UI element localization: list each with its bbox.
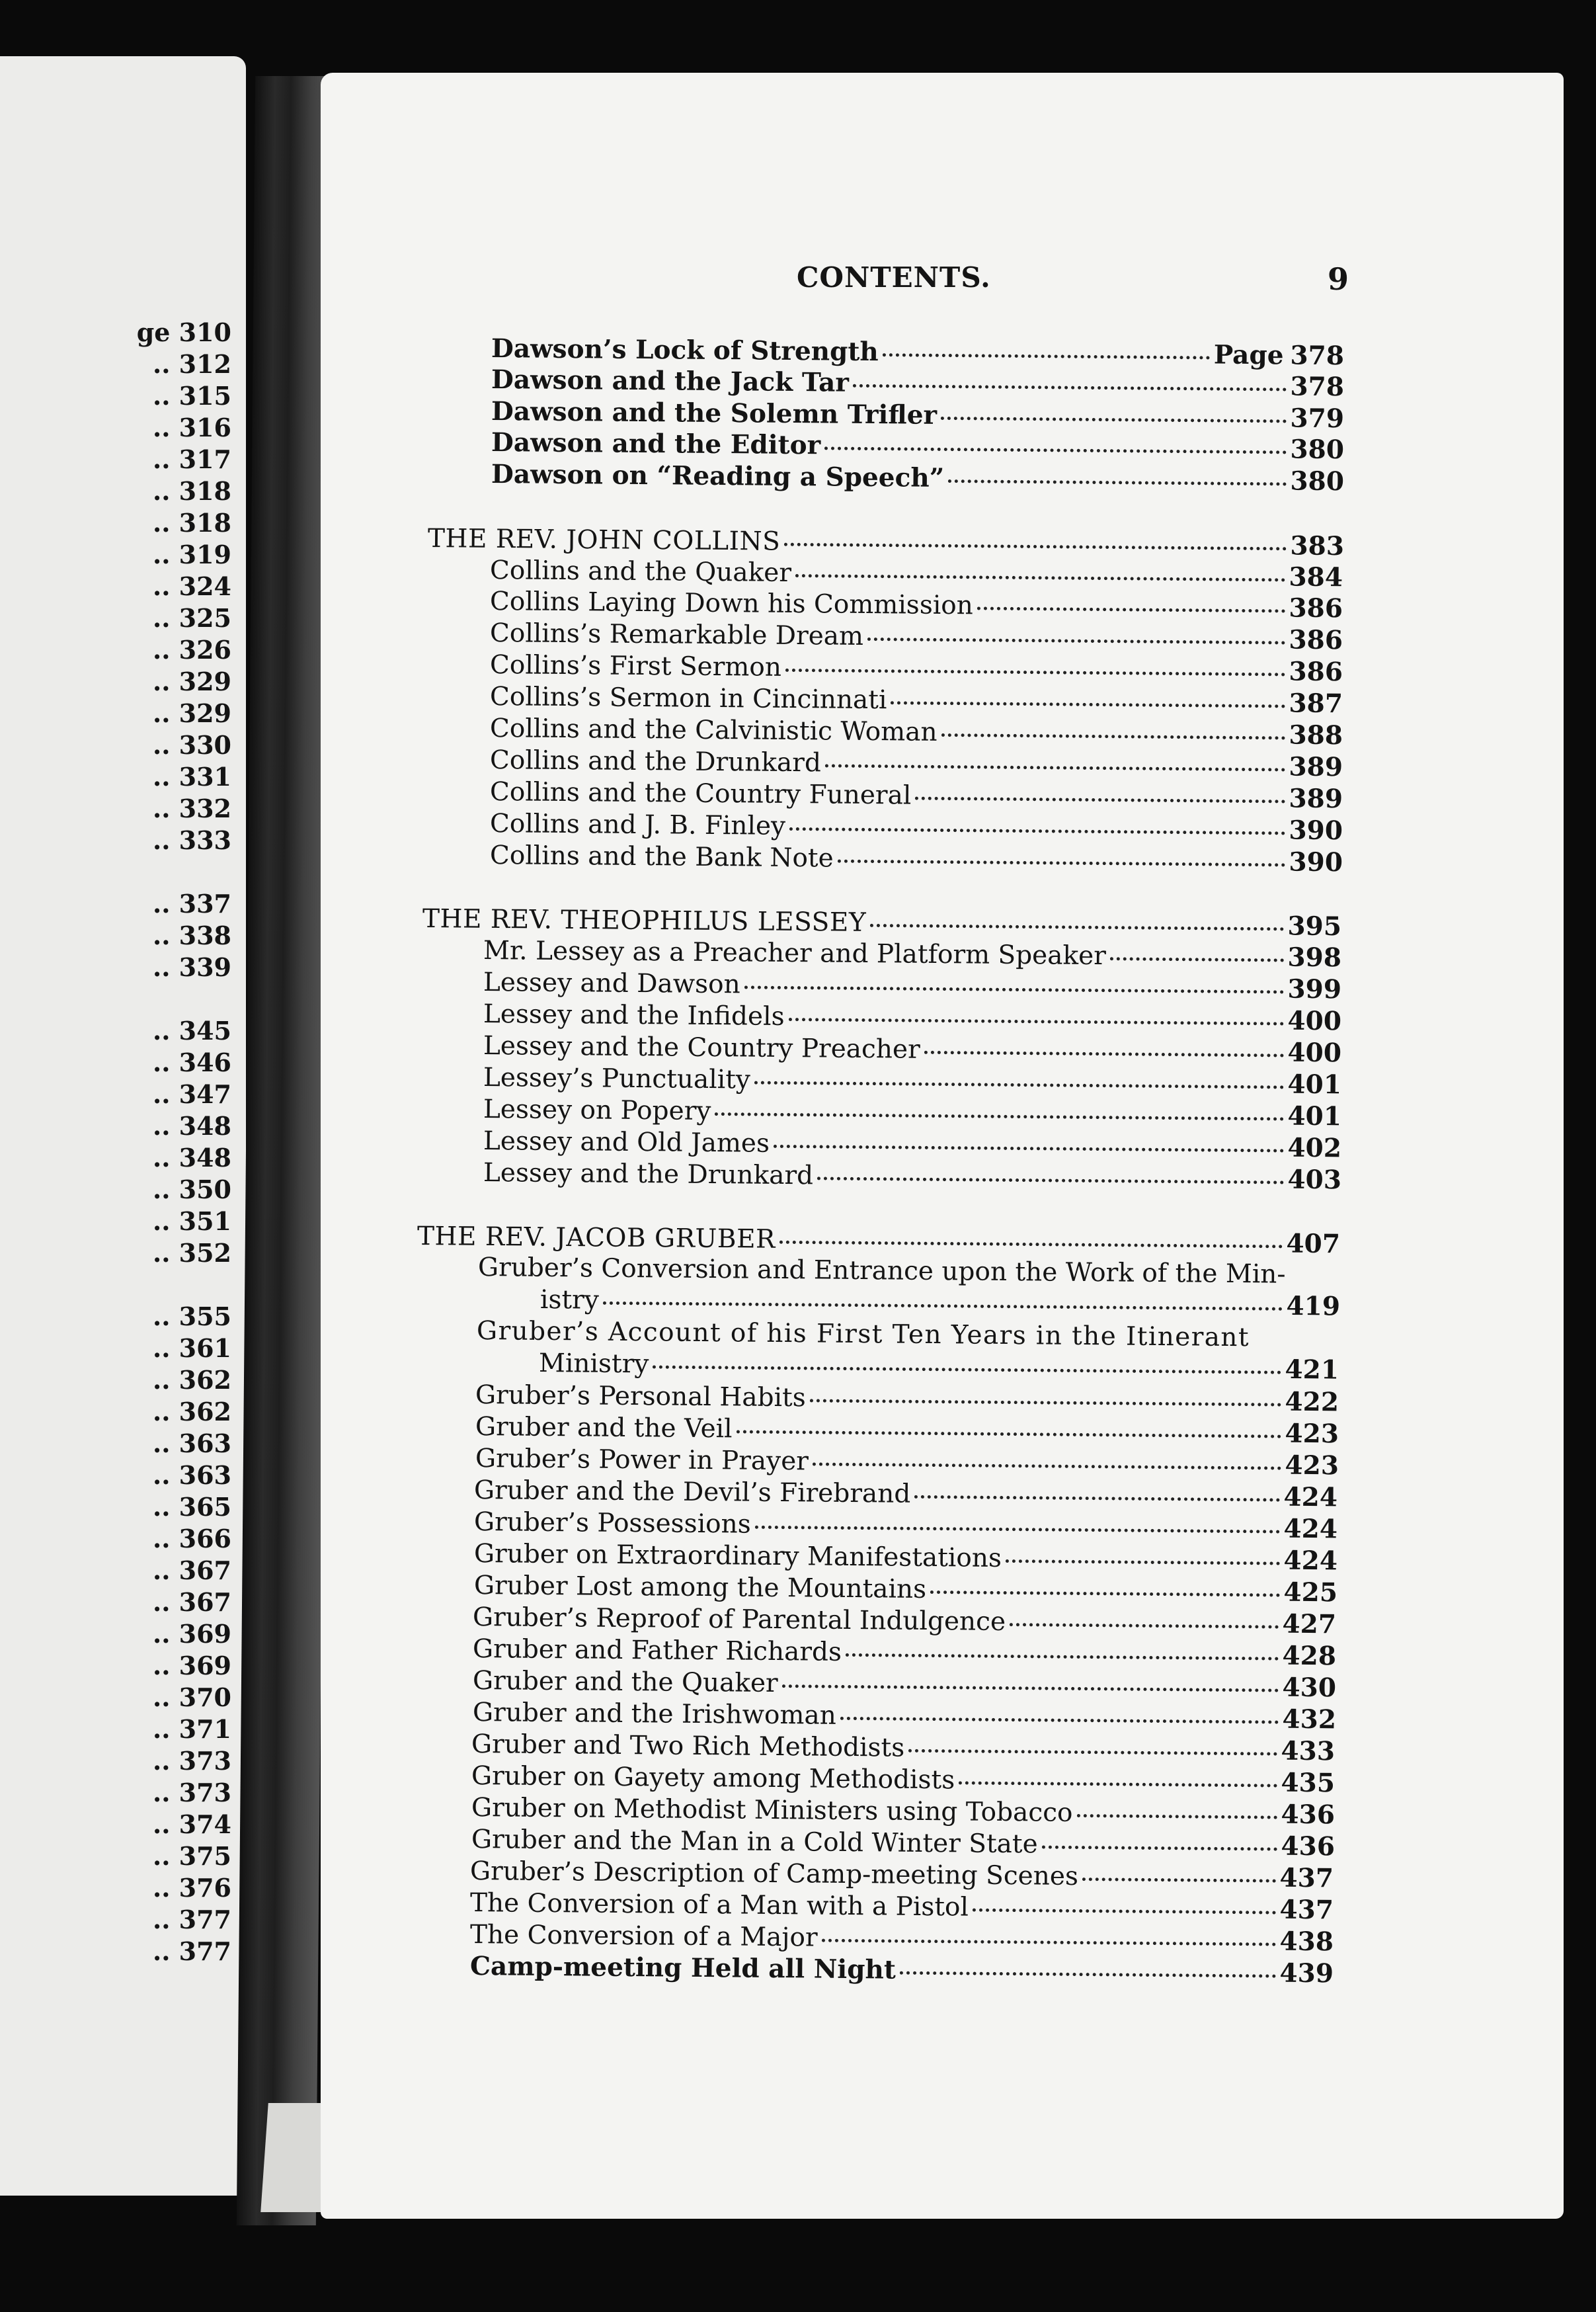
dot-leader: [782, 1684, 1279, 1692]
dot-leader: [817, 1177, 1283, 1184]
dot-leader: [1006, 1559, 1280, 1565]
dot-leader: [1076, 1814, 1277, 1819]
left-page-number: .. 373: [152, 1778, 231, 1807]
left-page-number: .. 367: [152, 1587, 231, 1617]
toc-entry-title: Gruber on Extraordinary Manifestations: [473, 1539, 1002, 1573]
toc-entry-title: Camp-meeting Held all Night: [469, 1951, 897, 1985]
left-page-number: .. 326: [152, 635, 231, 665]
toc-entry-page: 430: [1282, 1672, 1337, 1704]
dot-leader: [822, 1939, 1276, 1946]
left-page-number-value: 310: [179, 317, 231, 347]
left-page-number: .. 345: [152, 1016, 231, 1046]
dot-leader: [959, 1781, 1277, 1787]
dot-leader: [973, 1909, 1276, 1915]
left-page-number: .. 351: [152, 1206, 231, 1236]
toc-entry-page: 400: [1287, 1005, 1342, 1037]
toc-entry-page: 378: [1290, 371, 1345, 403]
toc-entry-title-cont: Ministry: [538, 1348, 649, 1380]
toc-entry-title: Collins’s First Sermon: [489, 650, 782, 682]
left-page-number: .. 377: [152, 1936, 231, 1966]
toc-entry-page: 424: [1283, 1481, 1338, 1513]
left-page-number: .. 319: [152, 540, 231, 569]
left-page: [0, 56, 246, 2196]
left-page-number: .. 318: [152, 508, 231, 538]
toc-entry-title: Collins and the Country Funeral: [489, 777, 912, 811]
section-page: 383: [1290, 530, 1345, 562]
toc-entry-title: Lessey and Dawson: [483, 968, 740, 1000]
page-title: CONTENTS.: [797, 261, 991, 294]
left-page-number: .. 338: [152, 921, 231, 950]
left-page-number: .. 361: [152, 1333, 231, 1363]
page-number: 9: [1328, 261, 1349, 297]
dot-leader: [948, 479, 1286, 485]
toc-entry-page: 423: [1285, 1418, 1339, 1450]
dot-leader: [846, 1653, 1279, 1661]
toc-entry-title: Dawson’s Lock of Strength: [491, 333, 879, 368]
toc-entry-title: Dawson and the Solemn Trifler: [491, 396, 938, 431]
toc-entry-page: 398: [1287, 942, 1342, 973]
toc-entry-title: Dawson on “Reading a Speech”: [491, 459, 945, 493]
dot-leader: [1110, 957, 1284, 962]
toc-entry-page: 380: [1290, 434, 1345, 466]
dot-leader: [785, 669, 1285, 677]
dot-leader: [825, 764, 1285, 771]
left-page-number: .. 318: [152, 476, 231, 506]
left-page-number: .. 316: [152, 413, 231, 442]
left-page-number: .. 369: [152, 1619, 231, 1649]
toc-entry-title: Gruber’s Possessions: [473, 1507, 751, 1540]
left-page-number: .. 337: [152, 889, 231, 919]
left-page-number: .. 376: [152, 1873, 231, 1903]
contents-page: [321, 73, 1564, 2219]
toc-entry: [490, 839, 1343, 879]
toc-entry-title: Gruber and the Devil’s Firebrand: [473, 1475, 911, 1509]
dot-leader: [941, 733, 1285, 740]
toc-entry-page: 384: [1289, 561, 1343, 593]
dot-leader: [715, 1112, 1283, 1121]
toc-entry-title: Gruber and Father Richards: [472, 1634, 842, 1667]
toc-entry-page: 421: [1285, 1354, 1339, 1385]
toc-entry-page: 380: [1290, 466, 1345, 497]
toc-entry-page: 435: [1281, 1767, 1336, 1799]
toc-entry-title: Collins Laying Down his Commission: [489, 587, 974, 621]
dot-leader: [977, 606, 1285, 612]
dot-leader: [930, 1590, 1279, 1597]
toc-entry-title: Dawson and the Jack Tar: [491, 364, 850, 398]
toc-entry-page: 438: [1279, 1926, 1334, 1958]
dot-leader: [784, 543, 1286, 551]
section-title: THE REV. THEOPHILUS LESSEY: [422, 904, 867, 938]
toc-entry-title: Lessey and Old James: [483, 1126, 770, 1159]
dot-leader: [744, 985, 1284, 993]
left-page-number: .. 346: [152, 1048, 231, 1077]
section-title: THE REV. JACOB GRUBER: [417, 1221, 776, 1255]
dot-leader: [883, 353, 1210, 359]
toc-entry-title: Mr. Lessey as a Preacher and Platform Speaker: [483, 936, 1107, 971]
toc-entry: [483, 1157, 1341, 1196]
left-page-number: .. 332: [152, 794, 231, 823]
left-page-number: .. 371: [152, 1714, 231, 1744]
left-page-number: .. 329: [152, 667, 231, 696]
toc-entry-page: 424: [1283, 1545, 1338, 1577]
toc-entry-title: Collins and the Bank Note: [489, 841, 834, 874]
left-page-number: .. 355: [152, 1301, 231, 1331]
left-page-number: .. 363: [152, 1428, 231, 1458]
dot-leader: [915, 797, 1285, 804]
toc-entry-page: 439: [1279, 1958, 1334, 1989]
left-page-number: .. 348: [152, 1143, 231, 1173]
left-page-number: .. 347: [152, 1079, 231, 1109]
toc-entry-page: 437: [1279, 1862, 1334, 1894]
toc-entry: [470, 1950, 1334, 1989]
toc-entry-page: 422: [1285, 1386, 1339, 1418]
toc-entry-title: Gruber on Gayety among Methodists: [471, 1761, 955, 1796]
dot-leader: [908, 1749, 1277, 1756]
left-page-number: .. 330: [152, 730, 231, 760]
toc-entry-page: 399: [1287, 973, 1342, 1005]
left-page-number: .. 312: [152, 349, 231, 379]
toc-entry-title: Lessey and the Drunkard: [483, 1158, 814, 1191]
toc-entry-title: Gruber on Methodist Ministers using Tobacco: [471, 1793, 1073, 1828]
toc-entry-title: The Conversion of a Man with a Pistol: [469, 1888, 969, 1922]
left-page-number: .. 362: [152, 1397, 231, 1426]
left-page-number: .. 367: [152, 1555, 231, 1585]
left-page-number: .. 375: [152, 1841, 231, 1871]
left-page-number: [112, 317, 231, 348]
toc-entry-title: Lessey and the Infidels: [483, 999, 785, 1032]
dot-leader: [838, 860, 1285, 867]
left-page-number: .. 363: [152, 1460, 231, 1490]
dot-leader: [789, 827, 1285, 835]
dot-leader: [1010, 1623, 1278, 1629]
dot-leader: [840, 1717, 1279, 1724]
toc-entry-page: 388: [1289, 720, 1343, 751]
toc-entry-page: 386: [1289, 593, 1343, 624]
toc-entry-title: The Conversion of a Major: [469, 1920, 818, 1953]
left-page-number: .. 331: [152, 762, 231, 792]
dot-leader: [1082, 1878, 1276, 1883]
left-page-number: .. 377: [152, 1905, 231, 1934]
toc-entry-title: Collins’s Remarkable Dream: [489, 618, 864, 651]
toc-entry-page: 437: [1279, 1894, 1334, 1926]
toc-entry-title: Collins’s Sermon in Cincinnati: [489, 682, 887, 716]
toc-entry-page: 387: [1289, 688, 1343, 720]
dot-leader: [737, 1430, 1281, 1438]
dot-leader: [754, 1081, 1284, 1089]
left-page-number: .. 362: [152, 1365, 231, 1395]
section-page: 395: [1287, 911, 1342, 942]
left-page-number: .. 339: [152, 952, 231, 982]
toc-entry-title: Gruber’s Description of Camp-meeting Scenes: [469, 1856, 1079, 1892]
toc-entry-page: 432: [1282, 1704, 1337, 1735]
toc-entry-title: Gruber Lost among the Mountains: [473, 1571, 927, 1604]
left-page-number: .. 352: [152, 1238, 231, 1268]
left-page-number: .. 348: [152, 1111, 231, 1141]
toc-entry-page: 378: [1290, 340, 1345, 372]
dot-leader: [824, 446, 1286, 454]
toc-entry-title: Collins and the Calvinistic Woman: [489, 714, 938, 747]
toc-entry-title: Dawson and the Editor: [491, 427, 821, 461]
left-page-number: .. 329: [152, 698, 231, 728]
toc-entry-title: Gruber’s Personal Habits: [475, 1380, 806, 1413]
toc-entry-page: 386: [1289, 624, 1343, 656]
left-page-number: .. 374: [152, 1809, 231, 1839]
dot-leader: [1042, 1846, 1277, 1851]
toc-entry-title: Lessey and the Country Preacher: [483, 1031, 920, 1065]
toc-entry-page: 389: [1289, 751, 1343, 783]
dot-leader: [774, 1145, 1284, 1153]
toc-entry-page: 402: [1287, 1132, 1342, 1164]
toc-entry-title: Gruber and the Quaker: [472, 1666, 778, 1699]
dot-leader: [870, 924, 1284, 930]
toc-entry-page: 436: [1281, 1799, 1336, 1831]
toc-entry-title: Gruber’s Power in Prayer: [475, 1444, 809, 1477]
toc-entry-page: 390: [1289, 846, 1343, 878]
dot-leader: [914, 1495, 1279, 1502]
toc-entry-title: Lessey on Popery: [483, 1094, 711, 1127]
toc-entry-page: 403: [1287, 1164, 1342, 1196]
left-page-number: .. 366: [152, 1524, 231, 1553]
toc-entry-page: 424: [1283, 1513, 1338, 1545]
toc-entry-page: 425: [1283, 1577, 1338, 1608]
book-spine: [237, 76, 335, 2225]
toc-entry-title: Gruber and the Man in a Cold Winter State: [471, 1825, 1038, 1860]
left-page-number: .. 350: [152, 1175, 231, 1204]
toc-entry-page: 379: [1290, 403, 1345, 434]
toc-entry-page: 428: [1282, 1640, 1337, 1672]
toc-entry-title: Gruber and the Irishwoman: [472, 1698, 837, 1731]
left-page-number: .. 324: [152, 571, 231, 601]
dot-leader: [853, 384, 1287, 392]
left-page-number: .. 365: [152, 1492, 231, 1522]
toc-entry-page: 386: [1289, 656, 1343, 688]
left-page-number: .. 369: [152, 1651, 231, 1680]
toc-entry-title-cont: istry: [539, 1285, 600, 1315]
toc-entry-title: Gruber and the Veil: [475, 1412, 733, 1444]
dot-leader: [867, 638, 1285, 645]
toc-entry-title: Collins and J. B. Finley: [489, 809, 786, 841]
section-page: 407: [1286, 1228, 1341, 1260]
toc-entry-page: 400: [1287, 1037, 1342, 1069]
left-page-label: ge: [136, 317, 179, 347]
toc-entry-title: Collins and the Quaker: [489, 556, 792, 588]
toc-entry-title: Lessey’s Punctuality: [483, 1063, 751, 1095]
toc-entry-title: Gruber and Two Rich Methodists: [471, 1729, 905, 1763]
dot-leader: [813, 1462, 1281, 1469]
dot-leader: [603, 1301, 1283, 1311]
left-page-number: .. 373: [152, 1746, 231, 1776]
dot-leader: [653, 1366, 1281, 1374]
left-page-number: .. 370: [152, 1682, 231, 1712]
toc-entry-page: 401: [1287, 1069, 1342, 1100]
toc-entry-page: 423: [1285, 1450, 1339, 1481]
dot-leader: [891, 701, 1285, 708]
toc-entry-title: Gruber’s Reproof of Parental Indulgence: [472, 1602, 1006, 1637]
dot-leader: [795, 574, 1285, 581]
toc-entry: [491, 458, 1344, 497]
left-page-number: .. 325: [152, 603, 231, 633]
toc-entry-page: 390: [1289, 815, 1343, 846]
dot-leader: [924, 1051, 1284, 1057]
dot-leader: [789, 1018, 1284, 1026]
toc-entry-page: 419: [1286, 1290, 1341, 1322]
left-page-number: .. 315: [152, 381, 231, 411]
section-title: THE REV. JOHN COLLINS: [427, 524, 781, 557]
toc-entry-page: 433: [1281, 1735, 1336, 1767]
toc-entry-title: Gruber’s Conversion and Entrance upon the Work of the Min-: [477, 1253, 1286, 1290]
toc-entry-page: 401: [1287, 1100, 1342, 1132]
dot-leader: [810, 1399, 1281, 1406]
dot-leader: [941, 417, 1287, 423]
toc-entry-page: 427: [1282, 1608, 1337, 1640]
dot-leader: [900, 1971, 1276, 1978]
left-page-number: .. 333: [152, 825, 231, 855]
toc-entry-title: Gruber’s Account of his First Ten Years in the Itinerant: [476, 1316, 1250, 1353]
toc-entry-page: 436: [1281, 1831, 1336, 1862]
toc-entry-page: 389: [1289, 783, 1343, 815]
left-page-number: .. 317: [152, 444, 231, 474]
dot-leader: [779, 1241, 1283, 1249]
page-label: Page: [1213, 339, 1284, 371]
toc-entry-title: Collins and the Drunkard: [489, 745, 822, 778]
dot-leader: [755, 1526, 1280, 1534]
